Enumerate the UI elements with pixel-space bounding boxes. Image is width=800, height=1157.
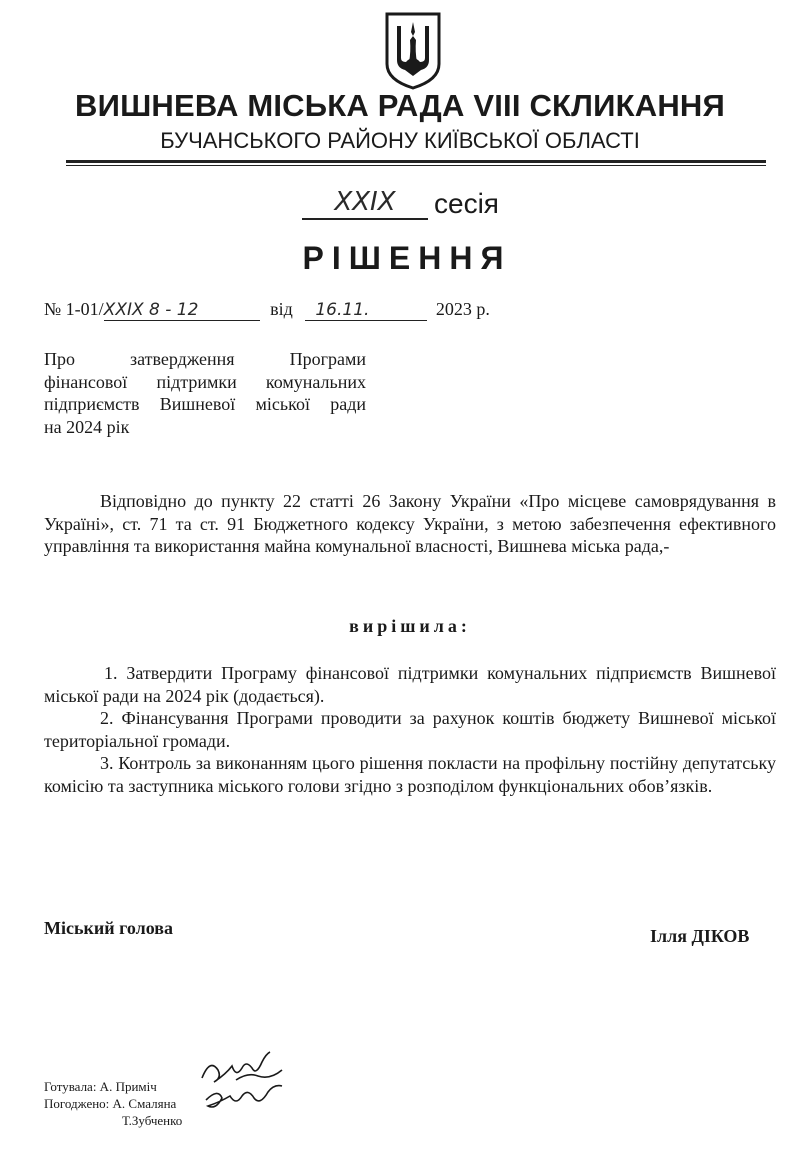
resolution-items [44,662,776,797]
session-label: сесія [434,188,499,219]
decision-title: РІШЕННЯ [302,240,512,276]
decision-number-handwritten: XXIX 8 - 12 [104,300,260,321]
approval-footer [44,1078,182,1129]
session-line [302,186,499,220]
agreed-by-second: Т.Зубченко [122,1113,183,1128]
subject-line: фінансової підтримки комунальних [44,371,366,392]
decision-subject [44,348,366,438]
decision-number-prefix: № 1-01/ [44,299,104,319]
decision-date-handwritten: 16.11. [305,300,427,321]
header-divider-thin [66,165,766,166]
decision-number-line [44,299,490,321]
council-name: ВИШНЕВА МІСЬКА РАДА VIII СКЛИКАННЯ [75,88,725,123]
subject-line: на 2024 рік [44,416,130,437]
trident-coat-of-arms-icon [384,12,442,90]
resolution-item: 3. Контроль за виконанням цього рішення покласти на профільну постійну депутатську комісію та заступника міського голови згідно з розподілом функціональних обов’язків. [44,753,776,796]
session-number: XXIX [302,186,428,220]
resolved-heading: вирішила: [349,616,471,636]
header-divider [66,160,766,163]
subject-line: Про затвердження Програми [44,349,366,369]
resolution-item: 2. Фінансування Програми проводити за рахунок коштів бюджету Вишневої міської територіальної громади. [44,708,776,751]
handwritten-signature-icon [196,1048,288,1126]
resolution-item: 1. Затвердити Програму фінансової підтримки комунальних підприємств Вишневої міської ради на 2024 рік (додається). [44,663,776,706]
prepared-by: Готувала: А. Приміч [44,1079,157,1094]
subject-line: підприємств Вишневої міської ради [44,394,366,414]
council-district: БУЧАНСЬКОГО РАЙОНУ КИЇВСЬКОЇ ОБЛАСТІ [160,128,640,153]
preamble-paragraph: Відповідно до пункту 22 статті 26 Закону України «Про місцеве самоврядування в Україні», ст. 71 та ст. 91 Бюджетного кодексу України, з метою забезпечення ефективного управління та використання майна комунальної власності, Вишнева міська рада,- [44,491,776,556]
decision-year: 2023 р. [435,299,490,319]
mayor-title: Міський голова [44,918,173,938]
agreed-by: Погоджено: А. Смаляна [44,1096,177,1111]
decision-from-label: від [270,299,293,319]
mayor-name: Ілля ДІКОВ [650,926,750,946]
